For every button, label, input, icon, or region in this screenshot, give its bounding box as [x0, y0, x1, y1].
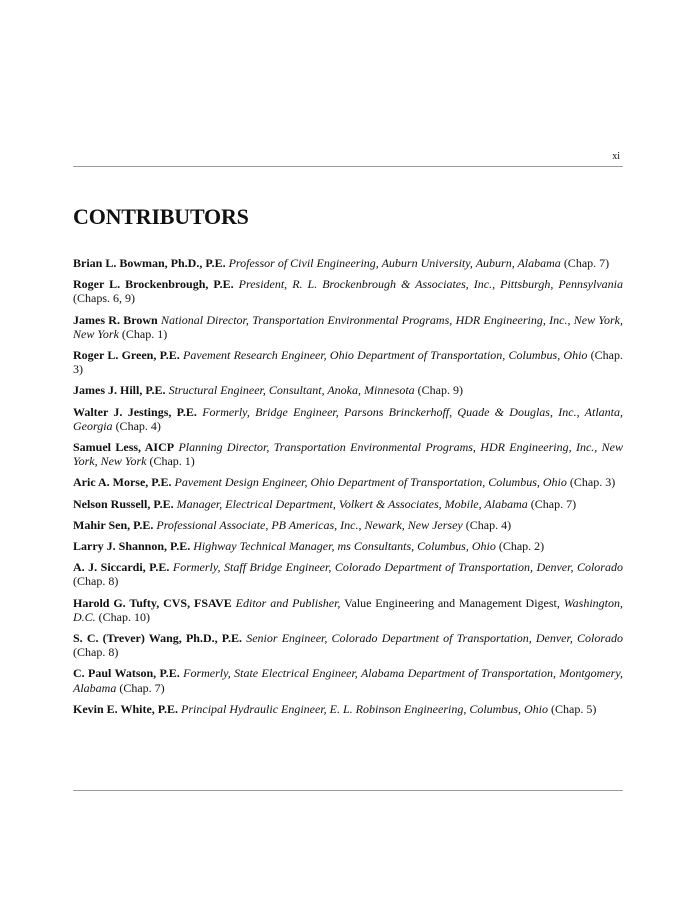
contributor-chapters: (Chap. 8) [73, 574, 119, 589]
contributor-chapters: (Chap. 2) [498, 539, 545, 554]
contributor-name: Harold G. Tufty, CVS, FSAVE [73, 595, 232, 610]
contributor-role: Professor of Civil Engineering, Auburn University, Auburn, Alabama [228, 256, 561, 270]
contributor-role: Formerly, State Electrical Engineer, Alabama Department of Transportation, Montgomery, Alabama [73, 666, 624, 695]
contributor-chapters: (Chap. 3) [73, 348, 623, 377]
contributor-chapters: (Chap. 4) [115, 418, 161, 433]
contributor-role: President, R. L. Brockenbrough & Associates, Inc., Pittsburgh, Pennsylvania [238, 277, 624, 292]
contributor-entry [73, 560, 623, 588]
contributor-chapters: (Chaps. 6, 9) [73, 291, 135, 306]
contributor-name: Walter J. Jestings, P.E. [73, 404, 197, 419]
contributor-entry [73, 440, 623, 468]
contributor-role: Editor and Publisher, [235, 595, 341, 610]
contributor-chapters: (Chap. 7) [530, 496, 577, 511]
contributor-entry [73, 383, 623, 397]
contributor-role: Formerly, Bridge Engineer, Parsons Brinckerhoff, Quade & Douglas, Inc., Atlanta, Georgia [73, 404, 623, 433]
contributor-entry [73, 596, 623, 624]
contributor-name: Kevin E. White, P.E. [73, 701, 179, 716]
page-title: CONTRIBUTORS [73, 204, 249, 229]
contributor-role: Senior Engineer, Colorado Department of Transportation, Denver, Colorado [246, 631, 624, 646]
contributor-role: Structural Engineer, Consultant, Anoka, Minnesota [168, 383, 415, 398]
contributor-role: National Director, Transportation Environmental Programs, HDR Engineering, Inc., New York, New York [73, 312, 623, 341]
contributor-name: Aric A. Morse, P.E. [73, 475, 172, 490]
contributor-name: Roger L. Brockenbrough, P.E. [73, 277, 234, 292]
contributor-publication: Value Engineering and Management Digest, [344, 595, 560, 610]
contributor-entry [73, 405, 623, 433]
contributor-chapters: (Chap. 7) [563, 256, 610, 270]
contributor-chapters: (Chap. 7) [119, 680, 165, 695]
contributor-chapters: (Chap. 1) [149, 454, 195, 469]
contributor-role: Professional Associate, PB Americas, Inc., Newark, New Jersey [156, 517, 463, 532]
contributor-entry [73, 539, 623, 553]
contributor-chapters: (Chap. 5) [551, 701, 597, 716]
contributor-entry [73, 518, 623, 532]
contributor-name: Roger L. Green, P.E. [73, 348, 180, 363]
contributor-name: Samuel Less, AICP [73, 440, 175, 455]
contributor-chapters: (Chap. 9) [417, 383, 463, 398]
contributor-entry [73, 631, 623, 659]
contributor-name: Brian L. Bowman, Ph.D., P.E. [73, 256, 226, 270]
contributor-entry [73, 475, 623, 489]
contributor-name: James J. Hill, P.E. [73, 383, 166, 398]
contributors-list [73, 256, 623, 723]
contributor-role: Manager, Electrical Department, Volkert & Associates, Mobile, Alabama [176, 496, 528, 511]
contributor-name: Mahir Sen, P.E. [73, 517, 154, 532]
header-rule [73, 166, 623, 167]
contributor-name: S. C. (Trever) Wang, Ph.D., P.E. [73, 631, 243, 646]
contributor-role: Planning Director, Transportation Environmental Programs, HDR Engineering, Inc., New York, New York [73, 440, 624, 469]
contributor-name: C. Paul Watson, P.E. [73, 666, 180, 681]
contributor-entry [73, 348, 623, 376]
contributor-name: A. J. Siccardi, P.E. [73, 560, 170, 575]
contributor-location: Washington, D.C. [73, 595, 624, 624]
contributor-chapters: (Chap. 1) [121, 326, 168, 341]
contributor-chapters: (Chap. 3) [569, 475, 616, 490]
contributor-entry [73, 702, 623, 716]
contributor-chapters: (Chap. 4) [465, 517, 512, 532]
contributor-role: Pavement Research Engineer, Ohio Department of Transportation, Columbus, Ohio [183, 348, 588, 363]
contributor-chapters: (Chap. 10) [98, 609, 150, 624]
page-number: xi [612, 151, 620, 162]
contributor-name: James R. Brown [73, 312, 158, 327]
contributor-role: Highway Technical Manager, ms Consultants, Columbus, Ohio [193, 539, 496, 554]
contributor-role: Pavement Design Engineer, Ohio Department of Transportation, Columbus, Ohio [174, 475, 567, 490]
contributor-entry [73, 666, 623, 694]
contributor-chapters: (Chap. 8) [73, 645, 119, 660]
contributor-role: Principal Hydraulic Engineer, E. L. Robinson Engineering, Columbus, Ohio [181, 701, 549, 716]
contributor-entry [73, 277, 623, 305]
contributor-name: Nelson Russell, P.E. [73, 496, 174, 511]
contributor-role: Formerly, Staff Bridge Engineer, Colorado Department of Transportation, Denver, Colorado [172, 560, 623, 575]
contributor-entry [73, 313, 623, 341]
footer-rule [73, 790, 623, 791]
contributor-entry [73, 497, 623, 511]
contributor-name: Larry J. Shannon, P.E. [73, 539, 191, 554]
contributor-entry [73, 256, 623, 270]
